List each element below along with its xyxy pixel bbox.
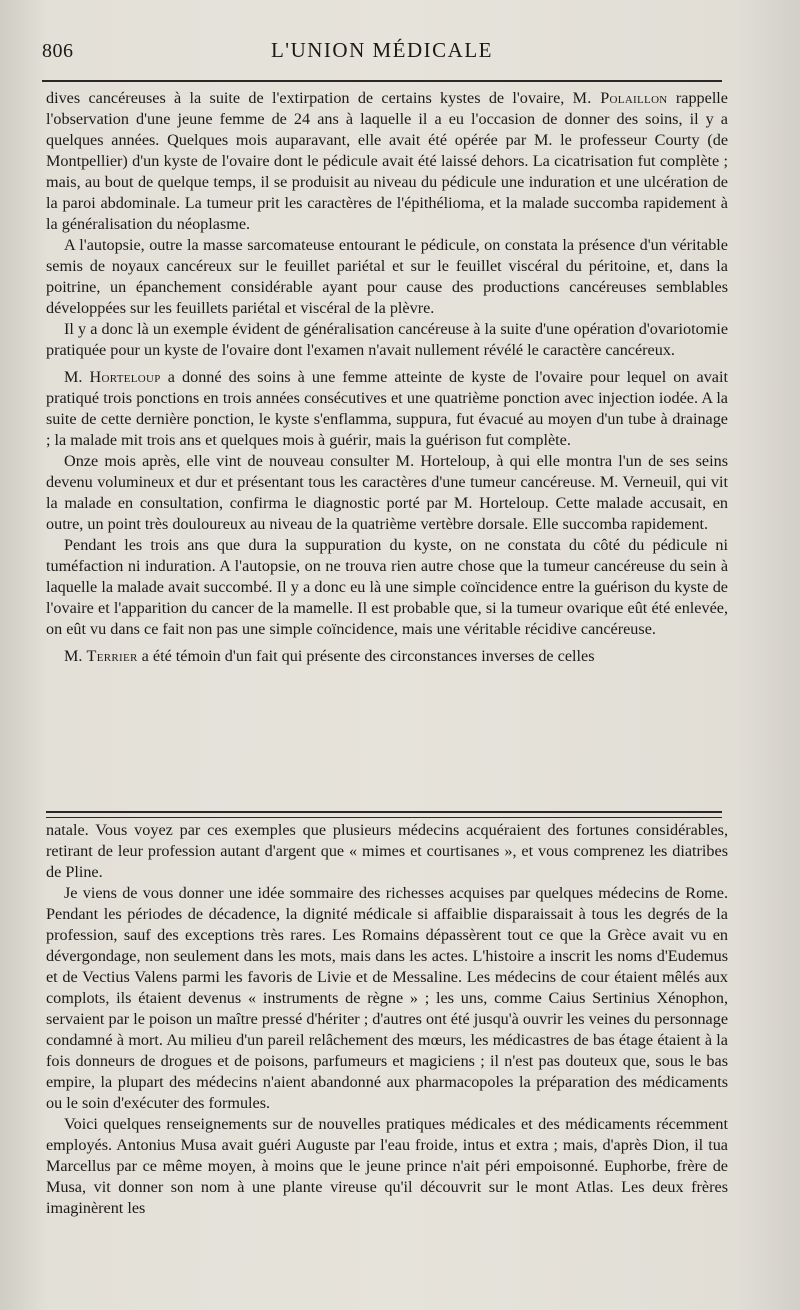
paragraph: Je viens de vous donner une idée sommaire des richesses acquises par quelques médecins de Rome. Pendant les périodes de décadence, la dignité médicale si affaiblie disparaissait à tous les degrés de la profession, sauf des exceptions très rares. Les Romains dépassèrent tout ce que la Grèce avait vu en dévergondage, non seulement dans les mots, mais dans les actes. L'histoire a inscrit les noms d'Eudemus et de Vectius Valens parmi les favoris de Livie et de Messaline. Les médecins de cour étaient mêlés aux complots, ils étaient devenus « instruments de règne » ; les uns, comme Caius Sertinius Xénophon, servaient par le poison un maître pressé d'hériter ; d'autres ont été jusqu'à ouvrir les veines du personnage condamné à mort. Au milieu d'un pareil relâchement des mœurs, les médicastres de bas étage étaient à la fois donneurs de drogues et de poisons, parfumeurs et magiciens ; il n'est pas douteux que, sous le bas empire, la plupart des médecins n'aient abandonné aux pharmacopoles la préparation des médicaments ou le soin d'exécuter des formules. — [46, 884, 728, 1112]
paragraph: A l'autopsie, outre la masse sarcomateuse entourant le pédicule, on constata la présence d'un véritable semis de noyaux cancéreux sur le feuillet pariétal et sur le feuillet viscéral du péritoine, et, dans la poitrine, un épanchement considérable ayant pour cause des productions cancéreuses semblables développées sur les feuillets pariétal et viscéral de la plèvre. — [46, 236, 728, 317]
speaker-name: Horteloup — [89, 368, 161, 386]
paragraph: Pendant les trois ans que dura la suppuration du kyste, on ne constata du côté du pédicule ni tuméfaction ni induration. A l'autopsie, on ne trouva rien autre chose que la tumeur cancéreuse du sein à laquelle la malade avait succombé. Il y a donc eu là une simple coïncidence entre la guérison du kyste de l'ovaire et l'apparition du cancer de la mamelle. Il est probable que, si la tumeur ovarique eût été enlevée, on eût vu dans ce fait non pas une simple coïncidence, mais une véritable récidive cancéreuse. — [46, 536, 728, 638]
paragraph: Il y a donc là un exemple évident de généralisation cancéreuse à la suite d'une opération d'ovariotomie pratiquée pour un kyste de l'ovaire dont l'examen n'avait nullement révélé le caractère cancéreux. — [46, 320, 728, 359]
paragraph: Onze mois après, elle vint de nouveau consulter M. Horteloup, à qui elle montra l'un de ses seins devenu volumineux et dur et présentant tous les caractères d'une tumeur cancéreuse. M. Verneuil, qui vit la malade en consultation, confirma le diagnostic porté par M. Horteloup. Cette malade accusait, en outre, un point très douloureux au niveau de la quatrième vertèbre dorsale. Elle succomba rapidement. — [46, 452, 728, 533]
paragraph: Voici quelques renseignements sur de nouvelles pratiques médicales et des médicaments récemment employés. Antonius Musa avait guéri Auguste par l'eau froide, intus et extra ; mais, d'après Dion, il tua Marcellus par ce même moyen, à moins que le jeune prince n'ait péri empoisonné. Euphorbe, frère de Musa, vit donner son nom à une plante vireuse qu'il découvrit sur le mont Atlas. Les deux frères imaginèrent les — [46, 1115, 728, 1217]
page-header — [42, 34, 722, 74]
speaker-name: M. Polaillon — [572, 89, 668, 107]
feuilleton-section — [46, 820, 728, 1219]
paragraph: M. Terrier a été témoin d'un fait qui présente des circonstances inverses de celles — [64, 647, 595, 665]
header-rule — [42, 80, 722, 82]
paragraph: natale. Vous voyez par ces exemples que plusieurs médecins acquéraient des fortunes considérables, retirant de leur profession autant d'argent que « mimes et courtisanes », et vous comprenez les diatribes de Pline. — [46, 821, 728, 881]
society-report-section — [46, 88, 728, 667]
feuilleton-separator — [46, 811, 722, 818]
page-number: 806 — [42, 40, 74, 62]
speaker-name: Terrier — [86, 647, 138, 665]
running-title: L'UNION MÉDICALE — [270, 38, 493, 62]
paragraph: M. Horteloup a donné des soins à une femme atteinte de kyste de l'ovaire pour lequel on avait pratiqué trois ponctions en trois années consécutives et une quatrième ponction avec injection iodée. A la suite de cette dernière ponction, le kyste s'enflamma, suppura, fut évacué au moyen d'un tube à drainage ; la malade mit trois ans et quelques mois à guérir, mais la guérison fut complète. — [46, 368, 728, 449]
paragraph: dives cancéreuses à la suite de l'extirpation de certains kystes de l'ovaire, M. Polaillon rappelle l'observation d'une jeune femme de 24 ans à laquelle il a eu l'occasion de donner des soins, il y a quelques années. Quelques mois auparavant, elle avait été opérée par M. le professeur Courty (de Montpellier) d'un kyste de l'ovaire dont le pédicule avait été laissé dehors. La cicatrisation fut complète ; mais, au bout de quelque temps, il se produisit au niveau du pédicule une induration et une ulcération de la paroi abdominale. La tumeur prit les caractères de l'épithélioma, et la malade succomba rapidement à la généralisation du néoplasme. — [46, 89, 728, 233]
